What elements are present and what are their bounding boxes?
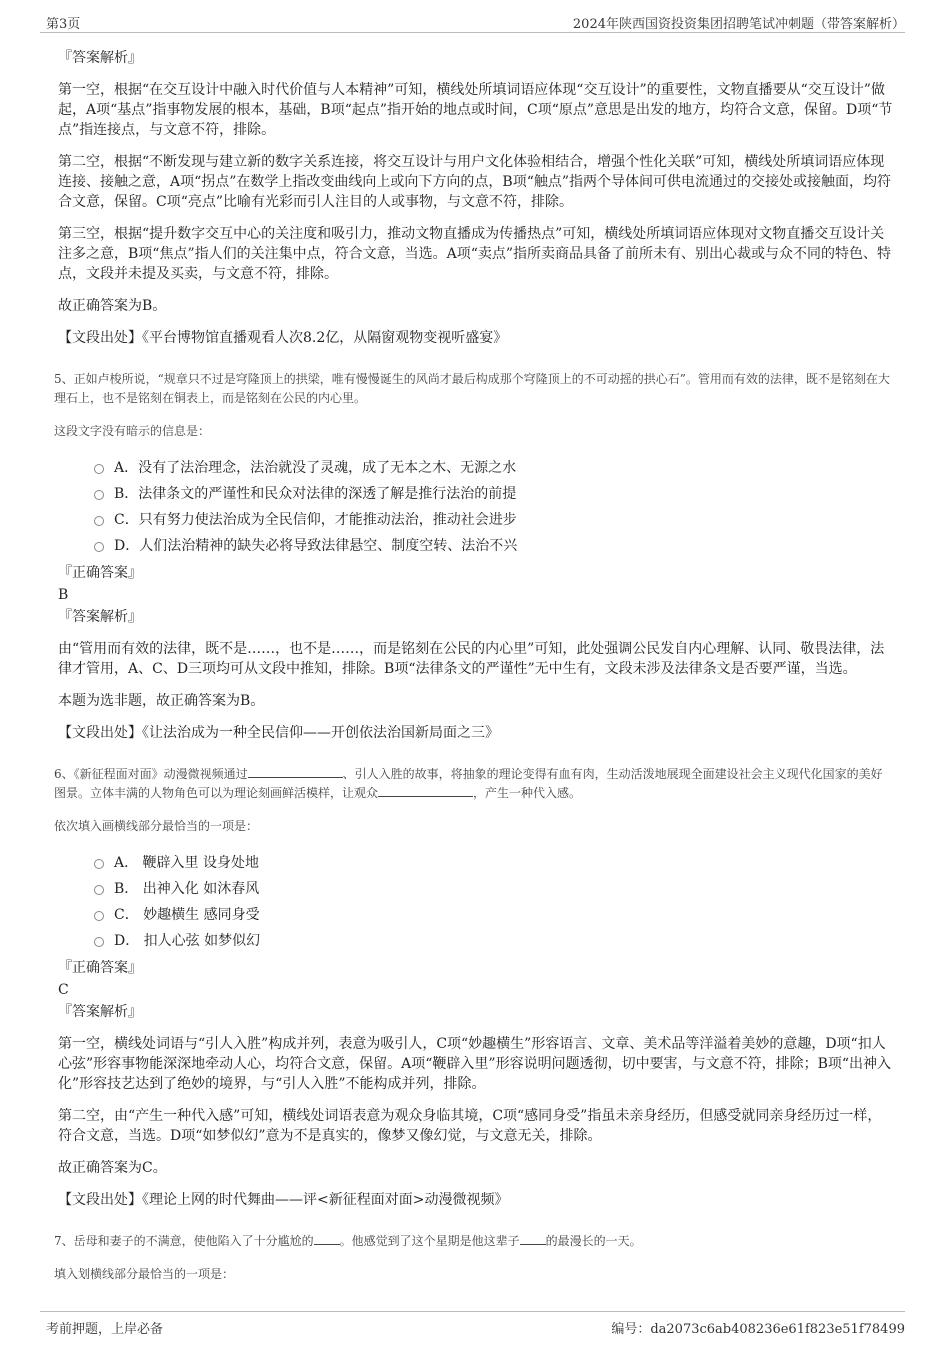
- question-prompt: 依次填入画横线部分最恰当的一项是：: [54, 819, 259, 833]
- document-title: 2024年陕西国资投资集团招聘笔试冲刺题（带答案解析）: [572, 17, 905, 32]
- radio-icon[interactable]: [94, 516, 104, 526]
- radio-icon[interactable]: [94, 490, 104, 500]
- option-label: A． 鞭辟入里 设身处地: [114, 855, 260, 871]
- page-footer: [40, 1311, 905, 1336]
- source-citation: 【文段出处】《理论上网的时代舞曲——评<新征程面对面>动漫微视频》: [58, 1192, 509, 1208]
- radio-icon[interactable]: [94, 542, 104, 552]
- conclusion: 故正确答案为B。: [58, 298, 167, 314]
- radio-icon[interactable]: [94, 859, 104, 869]
- option-label: B．法律条文的严谨性和民众对法律的深透了解是推行法治的前提: [114, 486, 517, 502]
- analysis-paragraph: 第二空，根据“不断发现与建立新的数字关系连接，将交互设计与用户文化体验相结合，增强个性化关联”可知，横线处所填词语应体现连接、接触之意，A项“拐点”在数学上指改变曲线向上或向下方向的点，B项“触点”指两个导体间可供电流通过的交接处或接触面，均符合文意，保留。C项“亮点”比喻有光彩而引人注目的人或事物，与文意不符，排除。: [58, 154, 892, 210]
- blank-line: [248, 765, 343, 778]
- blank-line: [520, 1232, 546, 1245]
- question-stem: 7、岳母和妻子的不满意，使他陷入了十分尴尬的 。他感觉到了这个星期是他这辈子 的最漫长的一天。: [54, 1234, 642, 1248]
- page-header: [40, 10, 905, 33]
- blank-line: [314, 1232, 340, 1245]
- option-c[interactable]: [94, 902, 893, 928]
- question-prompt: 填入划横线部分最恰当的一项是：: [54, 1267, 235, 1281]
- radio-icon[interactable]: [94, 937, 104, 947]
- question-stem: 6、《新征程面对面》动漫微视频通过 、引人入胜的故事，将抽象的理论变得有血有肉，生动活泼地展现全面建设社会主义现代化国家的美好图景。立体丰满的人物角色可以为理论刻画鲜活模样，让观众 ，产生一种代入感。: [54, 767, 883, 800]
- option-a[interactable]: [94, 850, 893, 876]
- options-list: [94, 850, 893, 954]
- option-label: D． 扣人心弦 如梦似幻: [114, 933, 261, 949]
- analysis-paragraph: 第一空，横线处词语与“引人入胜”构成并列，表意为吸引人，C项“妙趣横生”形容语言、文章、美术品等洋溢着美妙的意趣，D项“扣人心弦”形容事物能深深地牵动人心，均符合文意，保留。A项“鞭辟入里”形容说明问题透彻，切中要害，与文意不符，排除；B项“出神入化”形容技艺达到了绝妙的境界，与“引人入胜”不能构成并列，排除。: [58, 1036, 892, 1092]
- footer-slogan: 考前押题，上岸必备: [46, 1322, 164, 1337]
- page-number: 第3页: [46, 17, 81, 32]
- analysis-tag: 『答案解析』: [58, 50, 142, 66]
- conclusion: 本题为选非题，故正确答案为B。: [58, 693, 265, 709]
- correct-answer-tag: 『正确答案』: [58, 565, 142, 581]
- correct-answer: B: [58, 587, 69, 603]
- option-d[interactable]: [94, 928, 893, 954]
- question-prompt: 这段文字没有暗示的信息是：: [54, 424, 211, 438]
- option-c[interactable]: [94, 507, 893, 533]
- analysis-paragraph: 第三空，根据“提升数字交互中心的关注度和吸引力，推动文物直播成为传播热点”可知，横线处所填词语应体现对文物直播交互设计关注多之意，B项“焦点”指人们的关注集中点，符合文意，当选。A项“卖点”指所卖商品具备了前所未有、别出心裁或与众不同的特色、特点，文段并未提及买卖，与文意不符，排除。: [58, 226, 892, 282]
- radio-icon[interactable]: [94, 911, 104, 921]
- document-id: 编号：da2073c6ab408236e61f823e51f78499: [611, 1322, 905, 1337]
- analysis-tag: 『答案解析』: [58, 609, 142, 625]
- options-list: [94, 455, 893, 559]
- analysis-paragraph: 由“管用而有效的法律，既不是……，也不是……，而是铭刻在公民的内心里”可知，此处强调公民发自内心理解、认同、敬畏法律，法律才管用，A、C、D三项均可从文段中推知，排除。B项“法律条文的严谨性”无中生有，文段未涉及法律条文是否要严谨，当选。: [58, 641, 885, 677]
- correct-answer-tag: 『正确答案』: [58, 960, 142, 976]
- conclusion: 故正确答案为C。: [58, 1160, 167, 1176]
- blank-line: [378, 784, 473, 797]
- option-label: B． 出神入化 如沐春风: [114, 881, 260, 897]
- analysis-paragraph: 第一空，根据“在交互设计中融入时代价值与人本精神”可知，横线处所填词语应体现“交互设计”的重要性，文物直播要从“交互设计”做起，A项“基点”指事物发展的根本，基础，B项“起点”指开始的地点或时间，C项“原点”意思是出发的地方，均符合文意，保留。D项“节点”指连接点，与文意不符，排除。: [58, 82, 893, 138]
- option-label: C．只有努力使法治成为全民信仰，才能推动法治，推动社会进步: [114, 512, 517, 528]
- analysis-paragraph: 第二空，由“产生一种代入感”可知，横线处词语表意为观众身临其境，C项“感同身受”指虽未亲身经历，但感受就同亲身经历过一样，符合文意，当选。D项“如梦似幻”意为不是真实的，像梦又像幻觉，与文意无关，排除。: [58, 1108, 882, 1144]
- option-b[interactable]: [94, 481, 893, 507]
- source-citation: 【文段出处】《平台博物馆直播观看人次8.2亿，从隔窗观物变视听盛宴》: [58, 330, 508, 346]
- page-content: [54, 48, 893, 1298]
- radio-icon[interactable]: [94, 464, 104, 474]
- option-a[interactable]: [94, 455, 893, 481]
- option-d[interactable]: [94, 533, 893, 559]
- correct-answer: C: [58, 982, 69, 998]
- source-citation: 【文段出处】《让法治成为一种全民信仰——开创依法治国新局面之三》: [58, 725, 499, 741]
- option-b[interactable]: [94, 876, 893, 902]
- question-stem: 5、正如卢梭所说，“规章只不过是穹隆顶上的拱梁，唯有慢慢诞生的风尚才最后构成那个穹隆顶上的不可动摇的拱心石”。管用而有效的法律，既不是铭刻在大理石上，也不是铭刻在铜表上，而是铭刻在公民的内心里。: [54, 372, 890, 405]
- option-label: C． 妙趣横生 感同身受: [114, 907, 260, 923]
- option-label: A．没有了法治理念，法治就没了灵魂，成了无本之木、无源之水: [114, 460, 517, 476]
- radio-icon[interactable]: [94, 885, 104, 895]
- option-label: D．人们法治精神的缺失必将导致法律悬空、制度空转、法治不兴: [114, 538, 518, 554]
- analysis-tag: 『答案解析』: [58, 1004, 142, 1020]
